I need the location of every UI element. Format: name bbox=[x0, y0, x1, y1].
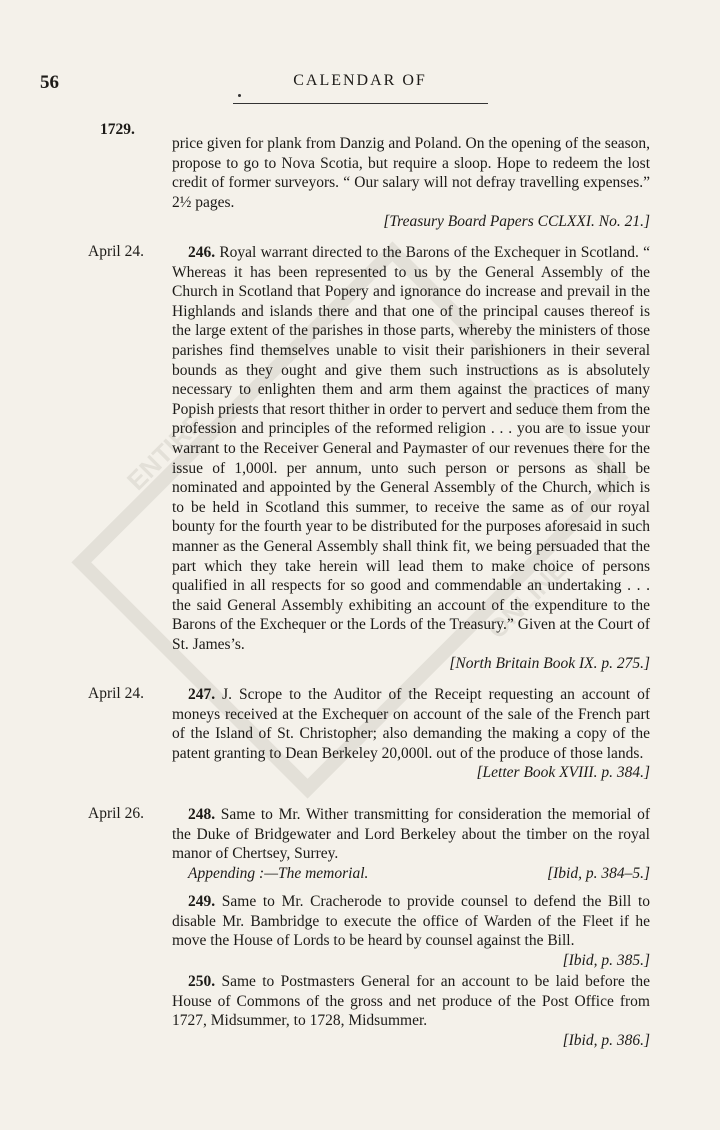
header-dot bbox=[238, 94, 241, 97]
entry-body bbox=[172, 134, 650, 232]
entry-body bbox=[172, 972, 650, 1050]
entry-body bbox=[172, 805, 650, 883]
appending-note: Appending :—The memorial. bbox=[188, 864, 369, 882]
source-citation: [Letter Book XVIII. p. 384.] bbox=[476, 764, 650, 782]
entry-body bbox=[172, 685, 650, 783]
entry-text: Same to Mr. Cracherode to provide counsel to defend the Bill to disable Mr. Bambridge to execute the office of Warden of the Fleet if he move the House of Lords to be heard by counsel against the Bill. bbox=[172, 893, 651, 950]
entry-date: April 24. bbox=[88, 685, 144, 702]
page-number: 56 bbox=[40, 72, 59, 93]
source-citation: [North Britain Book IX. p. 275.] bbox=[449, 655, 650, 673]
entry-number: 250. bbox=[188, 973, 216, 990]
entry-date: April 24. bbox=[88, 243, 144, 260]
header-rule bbox=[233, 103, 488, 104]
entry-body bbox=[172, 243, 650, 674]
entry-text: price given for plank from Danzig and Poland. On the opening of the season, propose to go to Nova Scotia, but require a sloop. Hope to redeem the lost credit of former surveyors. “ Our salary will not defray travelling expenses.” 2½ pages. bbox=[172, 135, 650, 211]
source-citation: [Ibid, p. 385.] bbox=[562, 951, 650, 969]
entry-number: 249. bbox=[188, 893, 216, 910]
running-title: CALENDAR OF bbox=[293, 72, 427, 89]
source-citation: [Ibid, p. 386.] bbox=[562, 1031, 650, 1049]
entry-text: Royal warrant directed to the Barons of the Exchequer in Scotland. “ Whereas it has been represented to us by the General Assembly of the Church in Scotland that Popery and ignorance do increase and prevail in the Highlands and islands there and that one of the principal causes thereof is the large extent of the parishes in those parts, whereby the ministers of those parishes find themselves unable to visit their parishioners in their several bounds as they ought and give them such instructions as is absolutely necessary to enlighten them and arm them against the practices of many Popish priests that resort thither in order to pervert and seduce them from the profession and principles of the reformed religion . . . you are to issue your warrant to the Receiver General and Paymaster of our revenues there for the issue of 1,000l. per annum, unto such person or persons as shall be nominated and appointed by the General Assembly of the Church, which is to be held in Scotland this summer, to receive the same as of our royal bounty for the fourth year to be distributed for the purposes aforesaid in such manner as the General Assembly shall think fit, we being persuaded that the part which they take herein will lead them to make choice of persons qualified in all respects for so good and commendable an undertaking . . . the said General Assembly exhibiting an account of the expenditure to the Barons of the Exchequer or the Lords of the Treasury.” Given at the Court of St. James’s. bbox=[172, 244, 650, 653]
entry-body bbox=[172, 892, 650, 970]
source-citation: [Treasury Board Papers CCLXXI. No. 21.] bbox=[383, 213, 650, 231]
entry-number: 248. bbox=[188, 806, 216, 823]
entry-date: April 26. bbox=[88, 805, 144, 822]
svg-text:ONLINE: ONLINE bbox=[481, 553, 573, 645]
entry-number: 247. bbox=[188, 686, 216, 703]
margin-year: 1729. bbox=[100, 121, 135, 138]
entry-text: J. Scrope to the Auditor of the Receipt requesting an account of moneys received at the Exchequer on account of the sale of the French part of the Island of St. Christopher; also demanding the making a copy of the patent granting to Dean Berkeley 20,000l. out of the produce of those lands. bbox=[172, 686, 651, 762]
entry-text: Same to Mr. Wither transmitting for consideration the memorial of the Duke of Bridgewater and Lord Berkeley about the timber on the royal manor of Chertsey, Surrey. bbox=[172, 806, 650, 863]
entry-text: Same to Postmasters General for an account to be laid before the House of Commons of the gross and net produce of the Post Office from 1727, Midsummer, to 1728, Midsummer. bbox=[172, 973, 650, 1030]
source-citation: [Ibid, p. 384–5.] bbox=[547, 864, 650, 882]
entry-number: 246. bbox=[188, 244, 216, 261]
svg-text:ENTIRE: ENTIRE bbox=[120, 407, 210, 496]
